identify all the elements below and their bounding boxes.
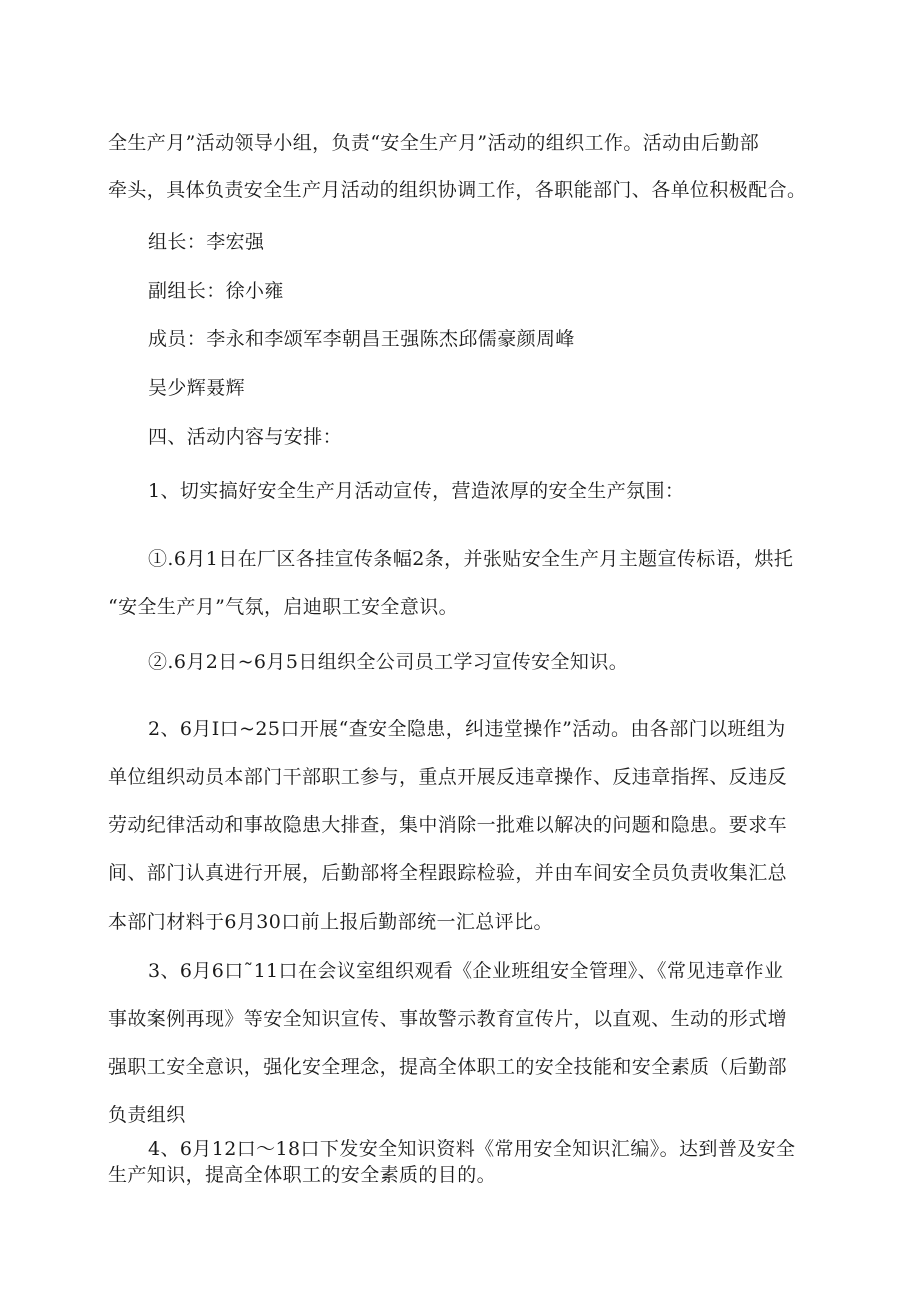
body-text-line: 牵头，具体负责安全生产月活动的组织协调工作，各职能部门、各单位积极配合。 bbox=[108, 179, 807, 201]
body-text-line: 全生产月”活动领导小组，负责“安全生产月”活动的组织工作。活动由后勤部 bbox=[108, 132, 760, 154]
item-2-line: 间、部门认真进行开展，后勤部将全程跟踪检验，并由车间安全员负责收集汇总 bbox=[108, 862, 788, 884]
sub-item-2: ②.6月2日~6月5日组织全公司员工学习宣传安全知识。 bbox=[148, 651, 629, 673]
item-2-line: 单位组织动员本部门干部职工参与，重点开展反违章操作、反违章指挥、反违反 bbox=[108, 766, 788, 788]
members-line: 成员：李永和李颂军李朝昌王强陈杰邱儒豪颜周峰 bbox=[148, 328, 575, 350]
item-1-heading: 1、切实搞好安全生产月活动宣传，营造浓厚的安全生产氛围： bbox=[148, 480, 685, 502]
item-2-line: 2、6月I口~25口开展“查安全隐患，纠违堂操作”活动。由各部门以班组为 bbox=[148, 718, 786, 740]
item-3-line: 负责组织 bbox=[108, 1104, 186, 1126]
sub-item-1: ①.6月1日在厂区各挂宣传条幅2条，并张贴安全生产月主题宣传标语，烘托 bbox=[148, 548, 794, 570]
item-3-line: 3、6月6口˜11口在会议室组织观看《企业班组安全管理》、《常见违章作业 bbox=[148, 960, 784, 982]
section-heading: 四、活动内容与安排： bbox=[148, 426, 343, 448]
deputy-leader-line: 副组长：徐小雍 bbox=[148, 280, 284, 302]
item-3-line: 事故案例再现》等安全知识宣传、事故警示教育宣传片，以直观、生动的形式增 bbox=[108, 1008, 788, 1030]
group-leader-line: 组长：李宏强 bbox=[148, 231, 265, 253]
sub-item-1-continued: “安全生产月”气氛，启迪职工安全意识。 bbox=[108, 596, 459, 618]
item-3-line: 强职工安全意识，强化安全理念，提高全体职工的安全技能和安全素质（后勤部 bbox=[108, 1056, 788, 1078]
item-4-line: 生产知识，提高全体职工的安全素质的目的。 bbox=[108, 1164, 497, 1186]
members-line-continued: 吴少辉聂辉 bbox=[148, 377, 246, 399]
item-4-line: 4、6月12口～18口下发安全知识资料《常用安全知识汇编》。达到普及安全 bbox=[148, 1138, 796, 1160]
item-2-line: 本部门材料于6月30口前上报后勤部统一汇总评比。 bbox=[108, 911, 553, 933]
item-2-line: 劳动纪律活动和事故隐患大排查，集中消除一批难以解决的问题和隐患。要求车 bbox=[108, 814, 788, 836]
